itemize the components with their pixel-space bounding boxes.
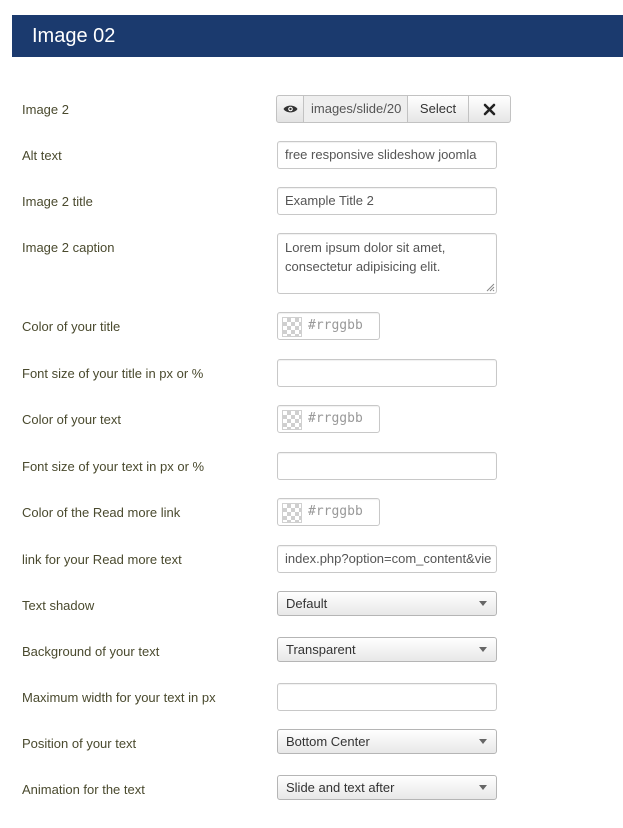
readmore-color-label: Color of the Read more link [22,505,181,520]
text-background-select[interactable] [277,637,497,662]
section-title: Image 02 [32,25,116,47]
caption-text: Lorem ipsum dolor sit amet, consectetur adipisicing elit. [285,240,446,274]
text-max-width-label: Maximum width for your text in px [22,690,216,705]
image-clear-button[interactable] [469,95,511,123]
text-background-label: Background of your text [22,644,160,659]
eye-icon [283,104,298,114]
text-animation-label: Animation for the text [22,782,145,797]
readmore-color-input[interactable] [277,498,380,526]
title-color-input[interactable] [277,312,380,340]
image-caption-textarea[interactable] [277,233,497,294]
readmore-link-label: link for your Read more text [22,552,182,567]
alt-text-label: Alt text [22,148,62,163]
text-position-value: Bottom Center [286,734,370,749]
title-color-placeholder: #rrggbb [308,318,363,333]
image-label: Image 2 [22,102,69,117]
text-shadow-value: Default [286,596,328,611]
title-font-size-label: Font size of your title in px or % [22,366,204,381]
text-color-placeholder: #rrggbb [308,411,363,426]
image-title-label: Image 2 title [22,194,93,209]
readmore-color-placeholder: #rrggbb [308,504,363,519]
text-shadow-select[interactable] [277,591,497,616]
text-position-select[interactable] [277,729,497,754]
text-max-width-input[interactable] [277,683,497,711]
text-animation-select[interactable] [277,775,497,800]
title-font-size-input[interactable] [277,359,497,387]
image-preview-button[interactable] [276,95,304,123]
chevron-down-icon [479,739,487,744]
text-color-input[interactable] [277,405,380,433]
image-title-input[interactable]: Example Title 2 [277,187,497,215]
text-font-size-label: Font size of your text in px or % [22,459,205,474]
color-swatch-icon[interactable] [282,317,302,337]
chevron-down-icon [479,647,487,652]
section-header [12,15,623,57]
color-swatch-icon[interactable] [282,410,302,430]
image-caption-label: Image 2 caption [22,240,115,255]
color-swatch-icon[interactable] [282,503,302,523]
title-color-label: Color of your title [22,319,121,334]
image-select-button[interactable]: Select [408,95,469,123]
resize-grip-icon[interactable] [486,283,495,292]
close-icon [483,103,496,116]
text-position-label: Position of your text [22,736,137,751]
text-animation-value: Slide and text after [286,780,395,795]
text-background-value: Transparent [286,642,356,657]
text-font-size-input[interactable] [277,452,497,480]
text-color-label: Color of your text [22,412,121,427]
chevron-down-icon [479,601,487,606]
readmore-link-input[interactable]: index.php?option=com_content&vie [277,545,497,573]
alt-text-input[interactable]: free responsive slideshow joomla [277,141,497,169]
image-path-field[interactable]: images/slide/20 [304,95,408,123]
chevron-down-icon [479,785,487,790]
text-shadow-label: Text shadow [22,598,95,613]
